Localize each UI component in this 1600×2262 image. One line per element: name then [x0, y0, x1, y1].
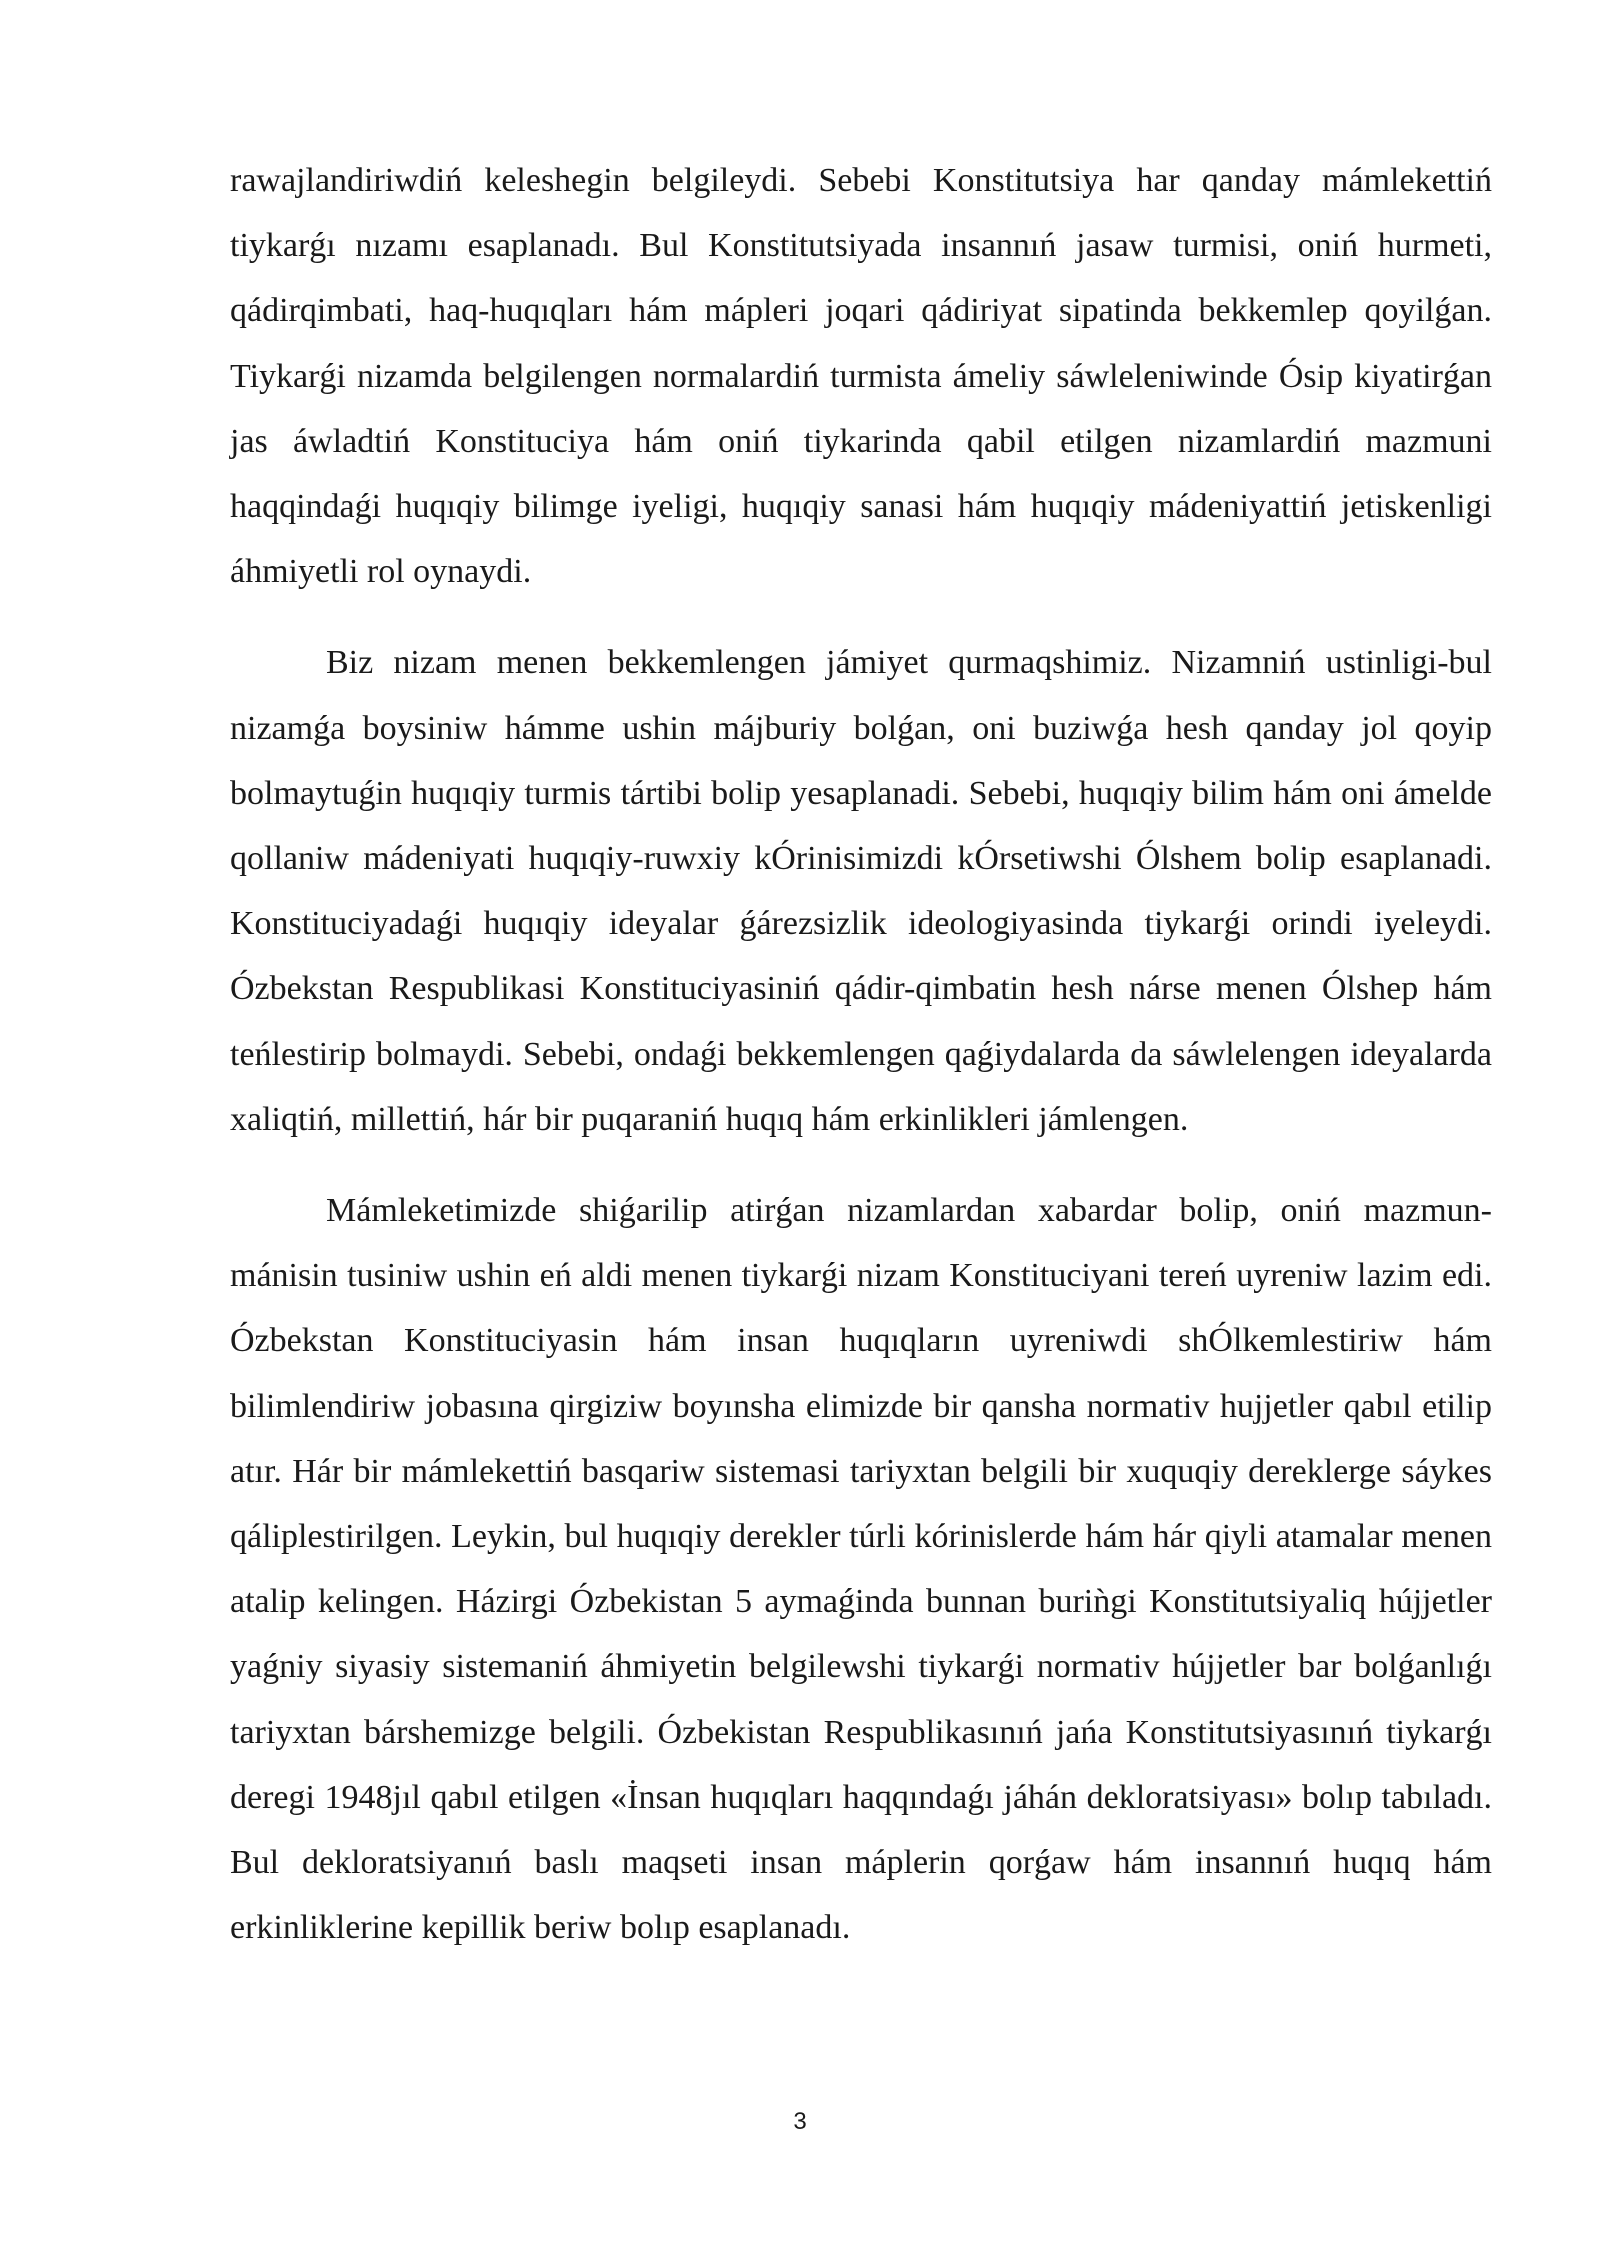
paragraph-2: Biz nizam menen bekkemlengen jámiyet qurmaqshimiz. Nizamniń ustinligi-bul nizamǵa boysiniw hámme ushin májburiy bolǵan, oni buziwǵa hesh qanday jol qoyip bolmaytuǵin huqıqiy turmis tártibi bolip yesaplanadi. Sebebi, huqıqiy bilim hám oni ámelde qollaniw mádeniyati huqıqiy-ruwxiy kÓrinisimizdi kÓrsetiwshi Ólshem bolip esaplanadi. Konstituciyadaǵi huqıqiy ideyalar ǵárezsizlik ideologiyasinda tiykarǵi orindi iyeleydi. Ózbekstan Respublikasi Konstituciyasiniń qádir-qimbatin hesh nárse menen Ólshep hám teńlestirip bolmaydi. Sebebi, ondaǵi bekkemlengen qaǵiydalarda da sáwlelengen ideyalarda xaliqtiń, millettiń, hár bir puqaraniń huqıq hám erkinlikleri jámlengen. — [230, 644, 1492, 1138]
body-text — [230, 148, 1492, 1960]
paragraph-3: Mámleketimizde shiǵarilip atirǵan nizamlardan xabardar bolip, oniń mazmun-mánisin tusiniw ushin eń aldi menen tiykarǵi nizam Konstituciyani tereń uyreniw lazim edi. Ózbekstan Konstituciyasin hám insan huqıqların uyreniwdi shÓlkemlestiriw hám bilimlendiriw jobasına qirgiziw boyınsha elimizde bir qansha normativ hujjetler qabıl etilip atır. Hár bir mámlekettiń basqariw sistemasi tariyxtan belgili bir xuquqiy dereklerge sáykes qáliplestirilgen. Leykin, bul huqıqiy derekler túrli kórinislerde hám hár qiyli atamalar menen atalip kelingen. Házirgi Ózbekistan 5 aymaǵinda bunnan buriǹgi Konstitutsiyaliq hújjetler yaǵniy siyasiy sistemaniń áhmiyetin belgilewshi tiykarǵi normativ hújjetler bar bolǵanlıǵı tariyxtan bárshemizge belgili. Ózbekistan Respublikasınıń jańa Konstitutsiyasınıń tiykarǵı deregi 1948jıl qabıl etilgen «İnsan huqıqları haqqındaǵı jáhán dekloratsiyası» bolıp tabıladı. Bul dekloratsiyanıń baslı maqseti insan máplerin qorǵaw hám insannıń huqıq hám erkinliklerine kepillik beriw bolıp esaplanadı. — [230, 1192, 1492, 1947]
paragraph-1: rawajlandiriwdiń keleshegin belgileydi. Sebebi Konstitutsiya har qanday mámlekettiń tiykarǵı nızamı esaplanadı. Bul Konstitutsiyada insannıń jasaw turmisi, oniń hurmeti, qádirqimbati, haq-huqıqları hám mápleri joqari qádiriyat sipatinda bekkemlep qoyilǵan. Tiykarǵi nizamda belgilengen normalardiń turmista ámeliy sáwleleniwinde Ósip kiyatirǵan jas áwladtiń Konstituciya hám oniń tiykarinda qabil etilgen nizamlardiń mazmuni haqqindaǵi huqıqiy bilimge iyeligi, huqıqiy sanasi hám huqıqiy mádeniyattiń jetiskenligi áhmiyetli rol oynaydi. — [230, 162, 1492, 591]
page-number: 3 — [793, 2108, 807, 2135]
